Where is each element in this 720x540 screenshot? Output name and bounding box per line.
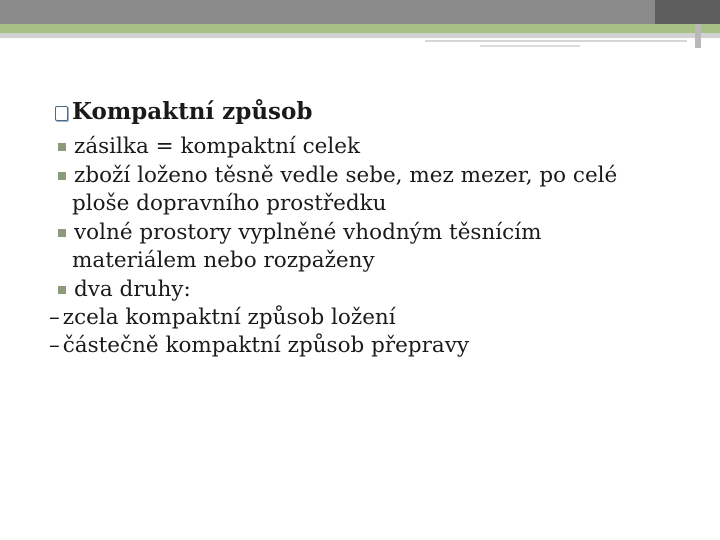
bullet-continuation: ploše dopravního prostředku [72, 191, 387, 216]
sub-item-text: částečně kompaktní způsob přepravy [62, 333, 470, 358]
decorative-line [480, 45, 580, 47]
decorative-line [425, 40, 687, 42]
square-bullet-icon [58, 143, 66, 151]
slide-heading [55, 98, 695, 126]
bullet-text: zboží loženo těsně vedle sebe, mez mezer, po celé [74, 163, 618, 188]
dash-bullet: – [49, 333, 60, 358]
bullet-text: dva druhy: [74, 277, 191, 302]
accent-stripe-gray [0, 33, 720, 38]
bullet-text: volné prostory vyplněné vhodným těsnícím [74, 220, 542, 245]
square-bullet-icon [58, 286, 66, 294]
bullet-continuation: materiálem nebo rozpaženy [72, 248, 375, 273]
sub-item [49, 332, 695, 360]
sub-item-text: zcela kompaktní způsob ložení [62, 305, 396, 330]
corner-accent [695, 24, 701, 48]
accent-stripe [0, 24, 720, 33]
sub-item [49, 304, 695, 332]
checkbox-bullet-icon [55, 106, 68, 121]
slide-body [49, 98, 695, 360]
bullet-text: zásilka = kompaktní celek [74, 134, 361, 159]
bullet-item [55, 162, 695, 190]
bullet-item [55, 133, 695, 161]
dash-bullet: – [49, 305, 60, 330]
top-band [0, 0, 720, 24]
bullet-item [55, 276, 695, 304]
bullet-item [55, 219, 695, 247]
square-bullet-icon [58, 229, 66, 237]
heading-text: Kompaktní způsob [72, 98, 313, 125]
top-band-corner [655, 0, 720, 24]
square-bullet-icon [58, 172, 66, 180]
